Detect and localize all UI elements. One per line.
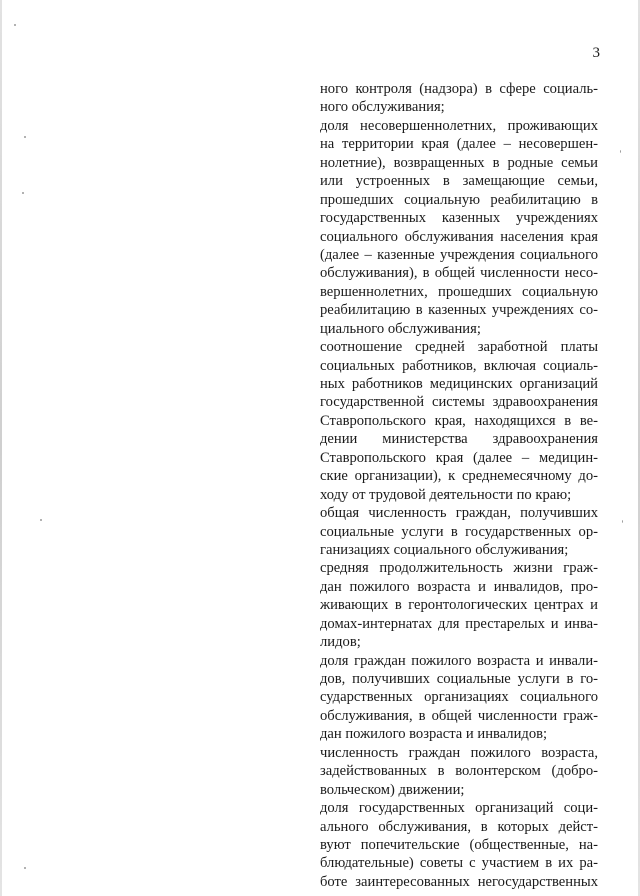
text-line: ного обслуживания; bbox=[320, 99, 445, 116]
text-line: живающих в геронтологических центрах и bbox=[320, 597, 598, 614]
text-line: ганизациях социального обслуживания; bbox=[320, 541, 569, 558]
text-line: общая численность граждан, получивших bbox=[320, 505, 598, 522]
text-line: домах-интернатах для престарелых и инва- bbox=[320, 615, 598, 632]
text-line: ального обслуживания, в которых дейст- bbox=[320, 818, 598, 835]
scan-speck bbox=[24, 136, 26, 138]
text-line: или устроенных в замещающие семьи, bbox=[320, 173, 598, 190]
scan-speck bbox=[24, 867, 26, 869]
text-line: ские организации), к среднемесячному до- bbox=[320, 468, 598, 485]
text-line: средняя продолжительность жизни граж- bbox=[320, 560, 598, 577]
text-line: доля несовершеннолетних, проживающих bbox=[320, 117, 598, 134]
text-line: обслуживания, в общей численности граж- bbox=[320, 707, 598, 724]
scan-speck bbox=[622, 520, 623, 523]
text-line: обслуживания), в общей численности несо- bbox=[320, 265, 598, 282]
text-line: блюдательные) советы с участием в их ра- bbox=[320, 855, 598, 872]
text-line: социального обслуживания населения края bbox=[320, 228, 598, 245]
text-line: ходу от трудовой деятельности по краю; bbox=[320, 486, 572, 503]
text-line: (далее – казенные учреждения социального bbox=[320, 246, 598, 263]
text-line: прошедших социальную реабилитацию в bbox=[320, 191, 598, 208]
left-scan-edge bbox=[0, 0, 2, 896]
text-line: вуют попечительские (общественные, на- bbox=[320, 836, 598, 853]
text-line: дан пожилого возраста и инвалидов, про- bbox=[320, 578, 598, 595]
page-number: 3 bbox=[592, 45, 600, 61]
text-line: дении министерства здравоохранения bbox=[320, 431, 598, 448]
text-line: доля государственных организаций соци- bbox=[320, 800, 598, 817]
scan-speck bbox=[620, 150, 621, 153]
text-line: государственных казенных учреждениях bbox=[320, 210, 598, 227]
text-line: доля граждан пожилого возраста и инвали- bbox=[320, 652, 598, 669]
text-line: нолетние), возвращенных в родные семьи bbox=[320, 154, 598, 171]
text-line: дан пожилого возраста и инвалидов; bbox=[320, 726, 548, 743]
text-line: государственной системы здравоохранения bbox=[320, 394, 598, 411]
text-line: дов, получивших социальные услуги в го- bbox=[320, 671, 598, 687]
text-line: соотношение средней заработной платы bbox=[320, 339, 598, 356]
body-text bbox=[320, 80, 598, 891]
scan-speck bbox=[14, 24, 16, 26]
text-line: ного контроля (надзора) в сфере социаль- bbox=[320, 81, 598, 97]
text-line: численность граждан пожилого возраста, bbox=[320, 744, 598, 761]
text-line: реабилитацию в казенных учреждениях со- bbox=[320, 302, 598, 319]
text-line: на территории края (далее – несовершен- bbox=[320, 136, 598, 153]
text-line: Ставропольского края, находящихся в ве- bbox=[320, 412, 598, 429]
scan-speck bbox=[40, 519, 42, 521]
text-line: Ставропольского края (далее – медицин- bbox=[320, 449, 598, 466]
scan-speck bbox=[22, 192, 24, 194]
text-line: ных работников медицинских организаций bbox=[320, 376, 598, 392]
text-line: циального обслуживания; bbox=[320, 320, 481, 337]
text-line: социальные услуги в государственных ор- bbox=[320, 523, 598, 540]
text-line: сударственных организациях социального bbox=[320, 689, 598, 706]
text-line: лидов; bbox=[320, 634, 361, 651]
text-line: вершеннолетних, прошедших социальную bbox=[320, 283, 598, 300]
text-line: социальных работников, включая социаль- bbox=[320, 357, 598, 374]
text-line: боте заинтересованных негосударственных bbox=[320, 873, 598, 890]
text-line: задействованных в волонтерском (добро- bbox=[320, 763, 598, 780]
text-line: вольческом) движении; bbox=[320, 781, 465, 798]
